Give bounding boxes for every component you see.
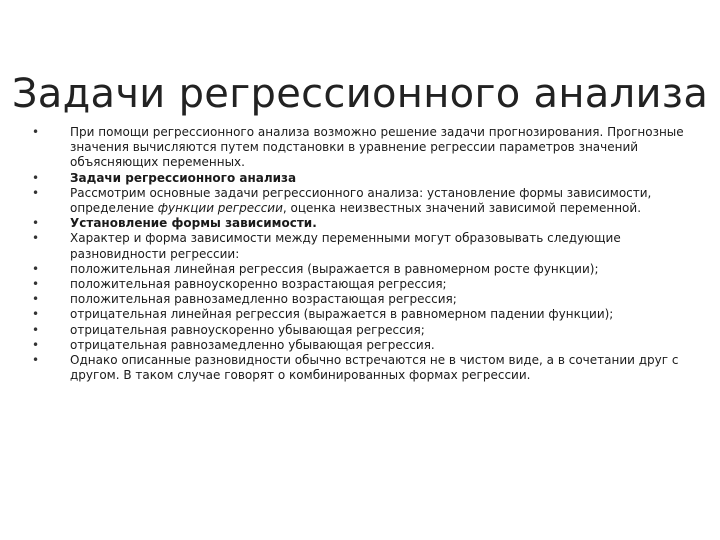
text-run: Установление формы зависимости. — [70, 216, 317, 231]
text-run: Однако описанные разновидности обычно встречаются не в чистом виде, а в сочетании друг с другом. В таком случае говорят о комбинированных формах регрессии. — [70, 353, 679, 383]
bullet-text — [70, 216, 317, 230]
bullet-dot-icon: • — [32, 231, 40, 246]
text-run: Характер и форма зависимости между переменными могут образовывать следующие разновидности регрессии: — [70, 231, 621, 261]
text-run: При помощи регрессионного анализа возможно решение задачи прогнозирования. Прогнозные значения вычисляются путем подстановки в уравнение регрессии параметров значений объясняющих переменных. — [70, 125, 684, 170]
text-run: отрицательная равнозамедленно убывающая регрессия. — [70, 337, 435, 352]
text-run: Задачи регрессионного анализа — [70, 170, 297, 185]
bullet-text — [70, 353, 678, 382]
bullet-dot-icon: • — [32, 322, 40, 337]
bullet-item — [28, 262, 692, 277]
text-run: отрицательная равноускоренно убывающая регрессия; — [70, 322, 425, 337]
bullet-dot-icon: • — [32, 125, 40, 139]
bullet-text — [70, 292, 457, 306]
bullet-dot-icon: • — [32, 292, 40, 307]
bullet-item — [28, 323, 692, 338]
bullet-item — [28, 338, 692, 353]
slide-title: Задачи регрессионного анализа — [11, 70, 709, 117]
bullet-dot-icon: • — [32, 216, 40, 231]
bullet-dot-icon: • — [32, 337, 40, 352]
bullet-dot-icon: • — [32, 185, 40, 200]
text-run: положительная равноускоренно возрастающая регрессия; — [70, 277, 447, 292]
text-run: Рассмотрим основные задачи регрессионного анализа: установление формы зависимости, определение — [70, 185, 652, 216]
bullet-text — [70, 323, 425, 337]
text-run: положительная линейная регрессия (выражается в равномерном росте функции); — [70, 261, 599, 276]
bullet-text — [70, 186, 651, 215]
bullet-text — [70, 125, 684, 169]
bullet-text — [70, 262, 599, 276]
bullet-item — [28, 353, 692, 383]
bullet-dot-icon: • — [32, 277, 40, 292]
bullet-text — [70, 231, 621, 260]
bullet-item — [28, 125, 692, 171]
text-run: , оценка неизвестных значений зависимой переменной. — [282, 201, 642, 216]
bullet-item — [28, 186, 692, 216]
bullet-item — [28, 277, 692, 292]
bullet-list — [28, 125, 692, 383]
bullet-text — [70, 338, 435, 352]
bullet-text — [70, 307, 613, 321]
bullet-dot-icon: • — [32, 307, 40, 322]
bullet-text — [70, 171, 296, 185]
bullet-dot-icon: • — [32, 353, 40, 368]
bullet-item — [28, 307, 692, 322]
text-run: положительная равнозамедленно возрастающая регрессия; — [70, 292, 457, 307]
bullet-item — [28, 216, 692, 231]
text-run: отрицательная линейная регрессия (выражается в равномерном падении функции); — [70, 307, 614, 322]
bullet-text — [70, 277, 447, 291]
bullet-item — [28, 171, 692, 186]
bullet-dot-icon: • — [32, 261, 40, 276]
bullet-item — [28, 292, 692, 307]
italic-term: функции регрессии — [157, 201, 283, 216]
bullet-dot-icon: • — [32, 170, 40, 185]
bullet-item — [28, 231, 692, 261]
